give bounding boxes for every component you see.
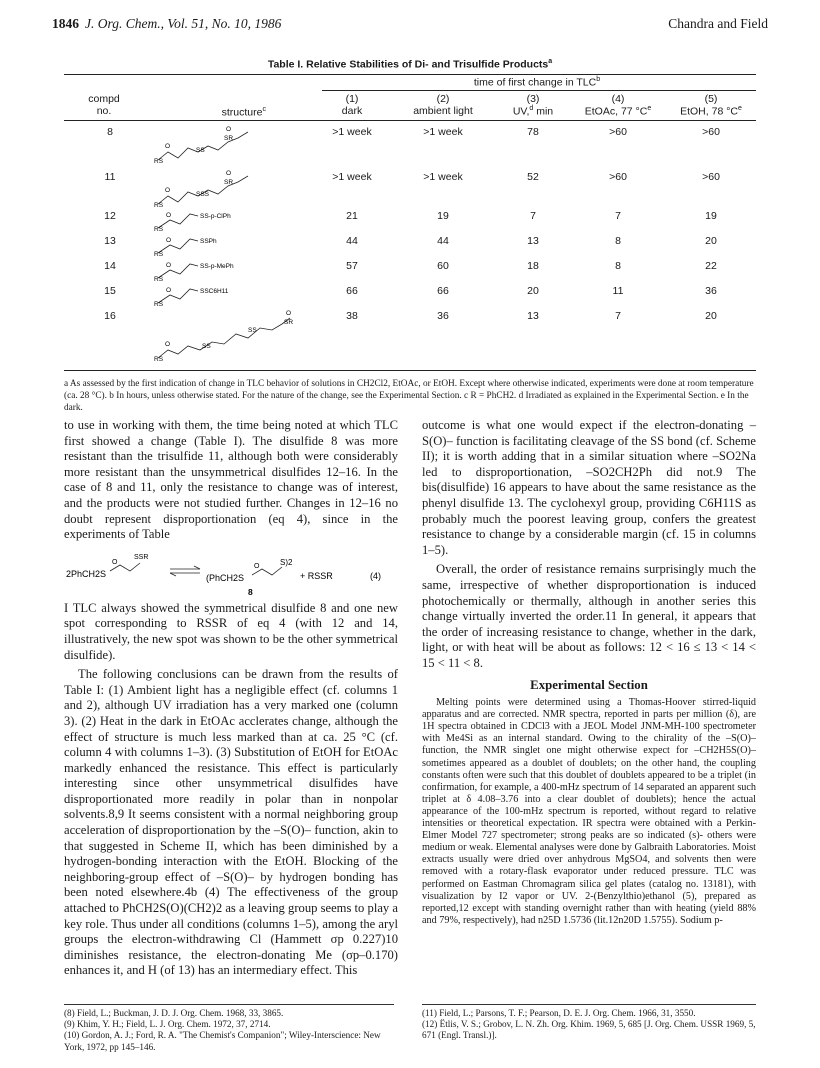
row-14-no: 14 <box>104 260 116 272</box>
row-15-col-4: 11 <box>612 285 624 297</box>
row-8-col-2: >1 week <box>423 126 463 138</box>
eq-plus: + RSSR <box>300 570 333 581</box>
row-15-col-2: 66 <box>437 285 449 297</box>
equation-4 <box>64 547 398 597</box>
row-11-col-1: >1 week <box>332 171 372 183</box>
eq-lhs: 2PhCH2S <box>66 568 107 579</box>
row-14-col-4: 8 <box>615 260 621 272</box>
rs-label: RS <box>154 226 164 232</box>
row-12-col-4: 7 <box>615 210 621 222</box>
eq-rhs: (PhCH2S <box>206 572 245 583</box>
rs-label: RS <box>154 158 164 164</box>
col-4-header: (4) EtOAc, 77 °Ce <box>584 93 652 118</box>
references-left <box>64 1008 398 1053</box>
row-8-col-4: >60 <box>609 126 627 138</box>
reference: (9) Khim, Y. H.; Field, L. J. Org. Chem. 1972, 37, 2714. <box>64 1019 271 1030</box>
row-8-no: 8 <box>107 126 113 138</box>
eq-oxo: O <box>112 558 118 566</box>
oxo-label: O <box>286 310 292 317</box>
linker-label: SS-p-MePh <box>200 263 234 270</box>
row-12-col-3: 7 <box>530 210 536 222</box>
structure-12 <box>150 206 270 232</box>
references-right <box>422 1008 756 1042</box>
row-16-col-3: 13 <box>527 310 539 322</box>
row-13-no: 13 <box>104 235 116 247</box>
eq-compound-label: 8 <box>248 586 253 597</box>
rs-label: RS <box>154 276 164 282</box>
authors: Chandra and Field <box>668 16 768 31</box>
paragraph: Melting points were determined using a Thomas-Hoover stirred-liquid apparatus and are corrected. NMR spectra, reported in parts per million (δ), are 1H spectra obtained in CDCl3 with a JEOL Model JNM-MH-100 spectrometer with Me4Si as an internal standard. Owing to the chirality of the –S(O)– function, the NMR singlet one might otherwise expect for –CH2H5S(O)– sometimes appeared as a doublet of doublets; on the other hand, the coupling constants often were such that this doublet of doublets appeared to be a triplet (in confirmation, for example, a 400-mHz spectrum of 14 separated an apparent such triplet at δ 4.08–3.76 into a clear doublet of doublets); hence the actual appearance of the 100-mHz spectrum is reported, without regard to relative intensities or theoretical expectation. IR spectra were obtained with a Perkin-Elmer Model 727 spectrometer; strong peaks are so indicated (s)- others were medium or weak. Elemental analyses were done by Galbraith Laboratories. Moist extracts usually were dried over anhydrous MgSO4, and solvents then were removed with a rotary-flask evaporator under reduced pressure. TLC was performed on Eastman Chromagram silica gel plates (catalog no. 13181), with visualization by I2 vapor or UV. 2-(Benzylthio)ethanol (5), prepared as reported,12 except with standing overnight rather than with heating (yield 88% and 79%, respectively), had n25D 1.5736 (lit.12n20D 1.5755). Sodium p- <box>422 697 756 926</box>
row-8-col-3: 78 <box>527 126 539 138</box>
row-12-col-5: 19 <box>705 210 717 222</box>
page-number: 1846 <box>52 16 79 31</box>
journal-citation: J. Org. Chem., Vol. 51, No. 10, 1986 <box>85 16 282 31</box>
rs-label: RS <box>154 356 164 362</box>
paragraph: to use in working with them, the time being noted at which TLC first showed a change (Table I). The disulfide 8 was more resistant than the trisulfide 11, although both were considerably more resistant than the unsymmetrical disulfides 12–16. In the case of 8 and 11, only the resistance to change was of interest, and the products were not studied further. Changes in 12–16 no doubt represent disproportionation (eq 4), since in the experiments of Table <box>64 418 398 542</box>
row-15-col-5: 36 <box>705 285 717 297</box>
right-column <box>422 418 756 931</box>
oxo-label: O <box>165 341 171 348</box>
eq-ssr: SSR <box>134 553 149 561</box>
linker-label: SS <box>202 343 211 350</box>
reference: (10) Gordon, A. J.; Ford, R. A. "The Chemist's Companion"; Wiley-Interscience: New York, 1972, pp 145–146. <box>64 1030 381 1052</box>
oxo-label: O <box>166 262 172 269</box>
row-14-col-2: 60 <box>437 260 449 272</box>
linker-label: SS <box>196 147 205 154</box>
paragraph: The following conclusions can be drawn from the results of Table I: (1) Ambient light has a negligible effect (cf. columns 1 and 2), although UV irradiation has a very marked one (column 3). (2) Heat in the dark in EtOAc acclerates change, although the effect of structure is much less marked than at ca. 25 °C (cf. column 4 with columns 1–3). (3) Substitution of EtOH for EtOAc markedly enhanced the resistance. This effect is particularly interesting since other unsymmetrical disulfides have disproportionated more readily in polar than in nonpolar solvents.8,9 It seems consistent with a normal neighboring group acceleration of disproportionation by the –S(O)– function, akin to that suggested in Scheme II, which has been diminished by a hydrogen-bonding interaction with the EtOH. Blocking of the neighboring-group effect of –S(O)– by hydrogen bonding has been noted elsewhere.4b (4) The effectiveness of the group attached to PhCH2S(O)(CH2)2 as a leaving group seems to play a key role. Thus under all conditions (columns 1–5), among the aryl groups the electron-withdrawing Cl (Hammett σp 0.227)10 diminishes resistance, the electron-donating Me (σp–0.170) enhances it, and H (of 13) has an intermediary effect. This <box>64 667 398 978</box>
linker-label: SSS <box>196 191 210 198</box>
row-14-col-3: 18 <box>527 260 539 272</box>
oxo-label: O <box>166 287 172 294</box>
reference: (8) Field, L.; Buckman, J. D. J. Org. Chem. 1968, 33, 3865. <box>64 1008 284 1018</box>
col-5-header: (5) EtOH, 78 °Ce <box>680 93 742 118</box>
rs-label: RS <box>154 301 164 307</box>
row-13-col-2: 44 <box>437 235 449 247</box>
oxo-label: O <box>165 143 171 150</box>
left-column <box>64 418 398 983</box>
row-15-no: 15 <box>104 285 116 297</box>
row-16-no: 16 <box>104 310 116 322</box>
table-bottom-rule <box>64 370 756 371</box>
eq-oxo: O <box>254 562 260 570</box>
row-12-col-1: 21 <box>346 210 358 222</box>
rs-label: RS <box>154 251 164 257</box>
row-16-col-5: 20 <box>705 310 717 322</box>
structure-13 <box>150 231 270 257</box>
row-16-col-2: 36 <box>437 310 449 322</box>
sr-label: SR <box>284 319 294 326</box>
row-15-col-1: 66 <box>346 285 358 297</box>
row-11-no: 11 <box>104 171 116 183</box>
oxo-label: O <box>226 170 232 177</box>
reference: (12) Ëtlis, V. S.; Grobov, L. N. Zh. Org. Khim. 1969, 5, 685 [J. Org. Chem. USSR 1969, 5, 671 (Engl. Transl.)]. <box>422 1019 756 1041</box>
sr-label: SR <box>224 179 234 186</box>
row-13-col-5: 20 <box>705 235 717 247</box>
structure-15 <box>150 281 270 307</box>
paragraph: outcome is what one would expect if the electron-donating –S(O)– function is facilitating cleavage of the SS bond (cf. Scheme II); it is worth adding that in a similar situation where –SO2Na led to disproportionation, –SO2CH2Ph did not.9 The bis(disulfide) 16 appears to have about the same resistance as the phenyl disulfide 13. The cyclohexyl group, providing C6H11S as probably much the poorest leaving group, confers the greatest resistance to change by a considerable margin (cf. 15 in columns 1–5). <box>422 418 756 557</box>
paragraph: Overall, the order of resistance remains surprisingly much the same, irrespective of whether disproportionation is induced photochemically or thermally, although in another series this change virtually inverted the order.11 In general, it appears that the order of increasing resistance to change, whether in the dark, light, or with heat will be about as follows: 12 < 16 ≤ 13 < 14 < 15 < 11 < 8. <box>422 562 756 670</box>
row-11-col-4: >60 <box>609 171 627 183</box>
rs-label: RS <box>154 202 164 208</box>
table-footnote: a As assessed by the first indication of change in TLC behavior of solutions in CH2Cl2, EtOAc, or EtOH. Except where otherwise indicated, experiments were done at room temperature (ca. 28 °C). b In hours, unless otherwise stated. For the nature of the change, see the Experimental Section. c R = PhCH2. d Irradiated as explained in the Experimental Section. e In the dark. <box>64 379 754 413</box>
row-11-col-5: >60 <box>702 171 720 183</box>
structure-14 <box>150 256 270 282</box>
structure-8 <box>150 122 260 164</box>
row-8-col-5: >60 <box>702 126 720 138</box>
linker-label: SSC6H11 <box>200 288 229 295</box>
row-13-col-3: 13 <box>527 235 539 247</box>
table-header-rule <box>64 120 756 121</box>
running-header <box>52 16 768 36</box>
col-1-header: (1) dark <box>341 93 363 117</box>
oxo-label: O <box>166 212 172 219</box>
linker-label: SS-p-ClPh <box>200 213 231 220</box>
footnote-separator <box>422 1004 756 1005</box>
structure-header: structure$^c$ <box>221 106 266 119</box>
linker-label: SSPh <box>200 238 217 245</box>
sr-label: SR <box>224 135 234 142</box>
compd-header: compd no. <box>88 93 120 117</box>
row-13-col-1: 44 <box>346 235 358 247</box>
row-16-col-1: 38 <box>346 310 358 322</box>
table-top-rule <box>64 74 756 75</box>
eq-number: (4) <box>370 570 381 581</box>
row-12-col-2: 19 <box>437 210 449 222</box>
row-14-col-1: 57 <box>346 260 358 272</box>
row-12-no: 12 <box>104 210 116 222</box>
structure-16 <box>150 306 310 362</box>
paragraph: I TLC always showed the symmetrical disulfide 8 and one new spot corresponding to RSSR of eq 4 (with 12 and 14, illustratively, the new spot was shown to be the other symmetrical disulfide). <box>64 600 398 662</box>
structure-11 <box>150 166 260 208</box>
row-13-col-4: 8 <box>615 235 621 247</box>
eq-s2: S)2 <box>280 557 293 567</box>
footnote-separator <box>64 1004 394 1005</box>
linker-label-2: SS <box>248 327 257 334</box>
section-heading: Experimental Section <box>530 677 648 692</box>
reference: (11) Field, L.; Parsons, T. F.; Pearson, D. E. J. Org. Chem. 1966, 31, 3550. <box>422 1008 696 1018</box>
row-14-col-5: 22 <box>705 260 717 272</box>
table-caption: Table I. Relative Stabilities of Di- and Trisulfide Products$^a$ <box>267 58 553 71</box>
row-15-col-3: 20 <box>527 285 539 297</box>
group-underline <box>322 90 756 91</box>
oxo-label: O <box>226 126 232 133</box>
col-3-header: (3) UV,$^d$ min <box>512 93 554 118</box>
row-11-col-3: 52 <box>527 171 539 183</box>
oxo-label: O <box>166 237 172 244</box>
row-11-col-2: >1 week <box>423 171 463 183</box>
row-16-col-4: 7 <box>615 310 621 322</box>
col-2-header: (2) ambient light <box>413 93 473 117</box>
oxo-label: O <box>165 187 171 194</box>
row-8-col-1: >1 week <box>332 126 372 138</box>
table-group-header: time of first change in TLC$^b$ <box>473 76 601 89</box>
